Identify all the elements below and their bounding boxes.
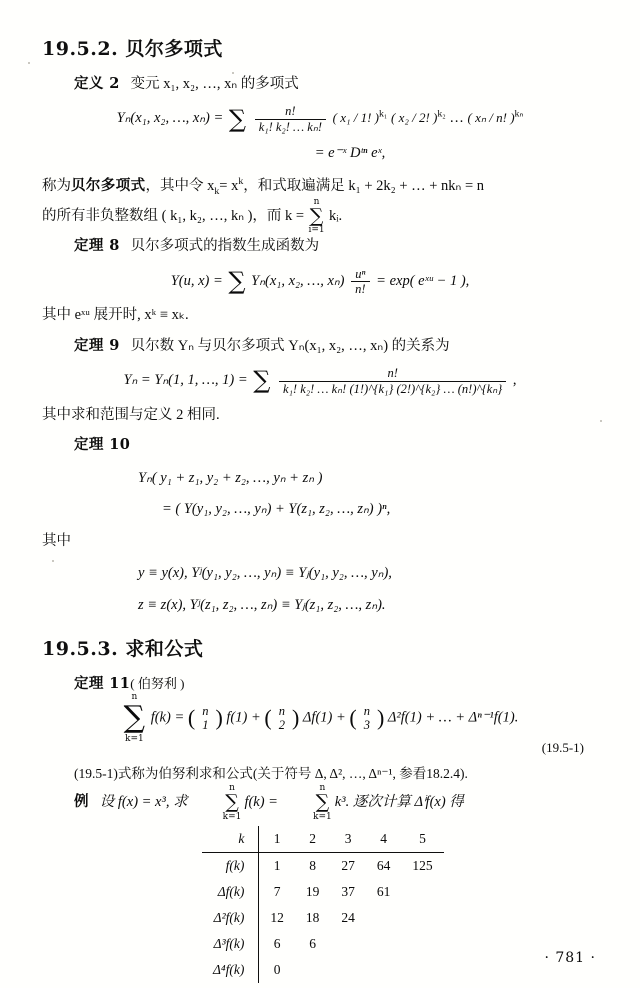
table-header-cell: 1	[259, 826, 295, 853]
example-sum2-upper: n	[319, 783, 326, 794]
table-cell: 8	[309, 857, 316, 873]
named-tail: ，和式取遍满足 k₁ + 2k₂ + … + nkₙ = n	[243, 177, 485, 194]
equation-theorem-10-line1	[42, 466, 598, 491]
table-row	[202, 905, 444, 931]
theorem-9-note: 其中求和范围与定义 2 相同.	[42, 406, 220, 423]
range-tail: kᵢ.	[328, 207, 343, 224]
binomial-1-open: (	[187, 705, 196, 731]
binomial-2-bot: 2	[278, 718, 285, 733]
gf-frac-den: n!	[355, 282, 366, 297]
named-term: 贝尔多项式	[71, 176, 146, 194]
term-x1: ( x₁ / 1! )	[332, 110, 379, 126]
bernoulli-sum-upper: n	[131, 692, 138, 703]
table-cell: 18	[305, 909, 320, 925]
bernoulli-term-2: Δf(1) +	[302, 709, 346, 726]
sum-upper-limit: n	[313, 196, 320, 207]
table-header-cell: 4	[366, 826, 402, 853]
term-xn: ( xₙ / n! )	[467, 110, 515, 126]
theorem-9-label: 定理 9	[74, 336, 120, 354]
named-mid2: = x	[219, 177, 239, 194]
example-text-c: k³. 逐次计算 Δⁱf(x) 得	[334, 794, 464, 811]
binomial-2-close: )	[291, 705, 300, 731]
table-cell	[366, 957, 402, 983]
equation-theorem-10-line2	[42, 497, 598, 522]
binomial-3-bot: 3	[363, 718, 370, 733]
table-row	[202, 852, 444, 879]
thm10-eq1-text: Yₙ( y₁ + z₁, y₂ + z₂, …, yₙ + zₙ )	[138, 469, 323, 486]
theorem-11-label: 定理 11	[74, 674, 131, 692]
summation-symbol: ∑	[228, 104, 247, 133]
bernoulli-term-3: Δ²f(1) + … + Δⁿ⁻¹f(1).	[387, 709, 519, 726]
fraction-n-factorial	[255, 104, 326, 134]
thm10-eq2-text: = ( Y(y₁, y₂, …, yₙ) + Y(z₁, z₂, …, zₙ) )ⁿ,	[162, 501, 391, 518]
binomial-1	[198, 704, 212, 733]
term-x1-exponent: k₁	[379, 108, 388, 120]
binomial-3-close: )	[376, 705, 385, 731]
equation-bell-lhs: Yₙ(x₁, x₂, …, xₙ) =	[116, 110, 224, 127]
table-row-label: Δf(k)	[202, 879, 259, 905]
page-number: · 781 ·	[544, 950, 596, 966]
bell-named-paragraph: 称为贝尔多项式，其中令 $x_k= x^k$，和式取遍满足 k₁ + 2k₂ + … + nkₙ = n	[42, 175, 485, 197]
table-row-label: Δ²f(k)	[202, 905, 259, 931]
gf-lhs: Y(u, x) =	[170, 272, 223, 289]
theorem-11-paragraph	[42, 671, 598, 697]
binomial-2-open: (	[264, 705, 272, 731]
definition-2-label: 定义 2	[74, 75, 120, 92]
binomial-3-top: n	[363, 703, 370, 718]
named-prefix: 称为	[42, 177, 71, 194]
bernoulli-note: (19.5-1)式称为伯努利求和公式(关于符号 Δ, Δ², …, Δⁿ⁻¹, 参看18.2.4).	[74, 765, 468, 781]
table-header-cell: 5	[401, 826, 443, 853]
example-label: 例	[74, 793, 89, 811]
table-cell: 27	[341, 857, 355, 873]
bernoulli-sum-lower: k=1	[124, 734, 144, 745]
bell-range-paragraph	[42, 196, 598, 236]
table-cell: 0	[273, 961, 281, 977]
summation-symbol-gf: ∑	[228, 266, 246, 295]
table-cell	[401, 905, 443, 931]
fraction-un-over-nfact	[351, 267, 369, 297]
table-header-cell: 2	[295, 826, 331, 853]
section-heading-bell-polynomial: 19.5.2. 贝尔多项式	[42, 38, 223, 60]
table-cell: 125	[412, 857, 433, 873]
gf-frac-num: uⁿ	[355, 266, 366, 281]
named-mid: ，其中令 x	[145, 177, 215, 194]
gf-term: Yₙ(x₁, x₂, …, xₙ)	[251, 272, 345, 289]
equation-theorem-10-line3	[42, 561, 598, 586]
theorem-9-paragraph	[42, 333, 598, 359]
equation-bell-operator-text: = e⁻ˣ Dᵗⁿ eˣ,	[314, 145, 386, 162]
table-cell: 6	[273, 935, 281, 951]
example-text-a: 设 f(x) = x³, 求	[99, 794, 188, 811]
table-cell: 1	[273, 857, 281, 873]
equation-bell-number-relation	[42, 366, 598, 396]
binomial-1-bot: 1	[202, 718, 209, 733]
table-cell	[366, 931, 402, 957]
example-sum2-lower: k=1	[313, 811, 332, 822]
table-cell	[401, 931, 443, 957]
equation-bernoulli-sum	[42, 692, 598, 745]
summation-symbol-bernoulli: ∑ n k=1	[123, 692, 146, 745]
table-row	[202, 931, 444, 957]
binomial-3	[360, 704, 374, 733]
theorem-10-label: 定理 10	[74, 436, 131, 454]
table-cell: 7	[273, 883, 281, 899]
binomial-2	[275, 704, 289, 733]
definition-2-paragraph	[42, 71, 598, 97]
table-cell: 64	[376, 857, 391, 873]
theorem-9-text: 贝尔数 Yₙ 与贝尔多项式 Yₙ(x₁, x₂, …, xₙ) 的关系为	[130, 337, 450, 354]
binomial-1-top: n	[202, 703, 209, 718]
summation-symbol-example-2: ∑ n k=1	[284, 795, 330, 810]
page-content	[42, 28, 598, 983]
fraction-thm9	[279, 366, 506, 396]
table-row-label: f(k)	[202, 852, 259, 879]
table-cell	[330, 931, 366, 957]
theorem-11-attrib: ( 伯努利 )	[130, 675, 185, 691]
table-cell: 19	[305, 883, 320, 899]
bernoulli-term-1: f(1) +	[226, 709, 261, 726]
term-xn-exponent: kₙ	[514, 108, 524, 120]
equation-theorem-10-line4	[42, 593, 598, 618]
table-row-label: Δ³f(k)	[202, 931, 259, 957]
example-sum1-lower: k=1	[222, 811, 242, 822]
binomial-1-close: )	[215, 705, 223, 731]
thm10-eq3-text: y ≡ y(x), Yʲ(y₁, y₂, …, yₙ) ≡ Yⱼ(y₁, y₂, …, yₙ),	[138, 565, 392, 582]
summation-symbol-thm9: ∑	[253, 366, 271, 395]
fraction-numerator: n!	[285, 104, 296, 119]
table-cell: 24	[341, 909, 355, 925]
table-cell: 12	[270, 909, 284, 925]
table-header-cell: 3	[330, 826, 366, 853]
term-ellipsis: …	[449, 110, 464, 127]
table-cell: 37	[341, 883, 355, 899]
theorem-10-where: 其中	[42, 532, 71, 549]
thm10-eq4-text: z ≡ z(x), Yʲ(z₁, z₂, …, zₙ) ≡ Yⱼ(z₁, z₂, …, zₙ).	[138, 596, 386, 613]
equation-number: (19.5-1)	[541, 739, 584, 755]
equation-bell-definition	[42, 104, 598, 134]
difference-table	[202, 826, 444, 983]
table-cell: 61	[376, 883, 391, 899]
table-cell	[401, 957, 443, 983]
summation-symbol-example-1: ∑ n k=1	[193, 795, 239, 810]
summation-symbol-k: ∑ n i=1	[308, 196, 325, 236]
example-paragraph	[42, 783, 598, 822]
example-sum1-upper: n	[229, 783, 235, 794]
theorem-10-paragraph	[42, 432, 598, 458]
table-cell	[295, 957, 331, 983]
sum-lower-limit: i=1	[308, 225, 325, 236]
section-heading-summation-formula: 19.5.3. 求和公式	[42, 637, 204, 660]
table-row-label: Δ⁴f(k)	[202, 957, 259, 983]
table-cell	[366, 905, 402, 931]
thm9-comma: ,	[512, 372, 517, 389]
thm9-lhs: Yₙ = Yₙ(1, 1, …, 1) =	[123, 372, 248, 389]
thm9-frac-den: k₁! k₂! … kₙ! (1!)^{k₁} (2!)^{k₂} … (n!)^{kₙ}	[283, 381, 503, 396]
theorem-8-label: 定理 8	[74, 237, 120, 255]
thm9-frac-num: n!	[387, 366, 398, 381]
equation-generating-function	[42, 267, 598, 297]
term-x2: ( x₂ / 2! )	[390, 110, 438, 126]
bernoulli-lhs-body: f(k) =	[150, 709, 185, 726]
table-row	[202, 879, 444, 905]
table-row	[202, 957, 444, 983]
example-text-b: f(k) =	[244, 794, 278, 811]
binomial-3-open: (	[349, 705, 357, 731]
gf-rhs: = exp( eˣᵘ − 1 ),	[376, 272, 470, 289]
table-header-row	[202, 826, 444, 853]
term-x2-exponent: k₂	[437, 108, 446, 120]
table-cell	[401, 879, 443, 905]
table-cell	[330, 957, 366, 983]
definition-2-text: 变元 x₁, x₂, …, xₙ 的多项式	[130, 76, 299, 92]
fraction-denominator: k₁! k₂! … kₙ!	[258, 119, 322, 134]
table-cell: 6	[309, 935, 316, 951]
range-text: 的所有非负整数组 ( k₁, k₂, …, kₙ )，而 k =	[42, 207, 305, 224]
binomial-2-top: n	[278, 703, 285, 718]
equation-bell-operator-form	[42, 141, 598, 166]
table-header-label: k	[202, 826, 259, 853]
theorem-8-paragraph	[42, 233, 598, 259]
theorem-8-text: 贝尔多项式的指数生成函数为	[130, 238, 320, 255]
theorem-8-note: 其中 eˣᵘ 展开时, xᵏ ≡ xₖ.	[42, 307, 189, 324]
